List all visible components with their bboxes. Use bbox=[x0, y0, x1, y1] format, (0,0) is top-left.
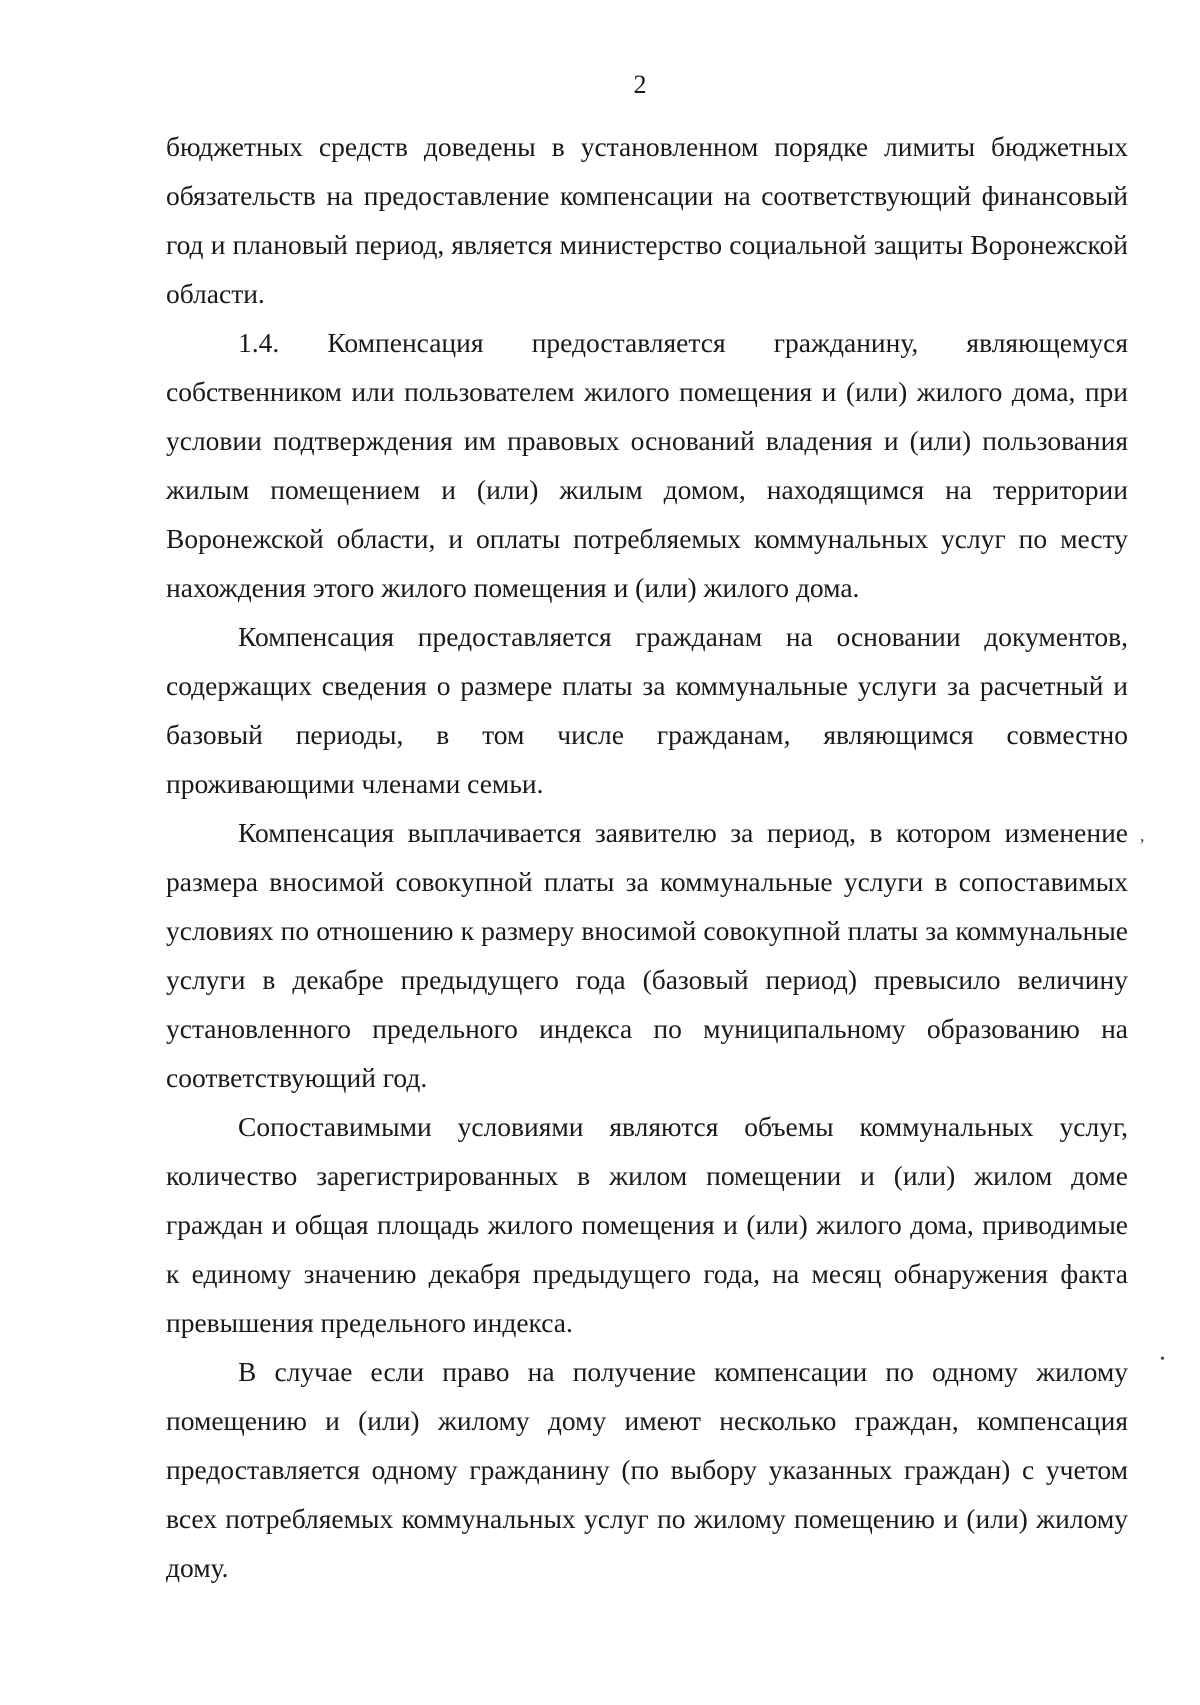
paragraph-budget-obligations: бюджетных средств доведены в установленном порядке лимиты бюджетных обязательств на предоставление компенсации на соответствующий финансовый год и плановый период, является министерство социальной защиты Воронежской области. bbox=[166, 131, 1128, 309]
paragraph-1-4-compensation: 1.4. Компенсация предоставляется гражданину, являющемуся собственником или пользователем жилого помещения и (или) жилого дома, при условии подтверждения им правовых оснований владения и (или) пользования жилым помещением и (или) жилым домом, находящимся на территории Воронежской области, и оплаты потребляемых коммунальных услуг по месту нахождения этого жилого помещения и (или) жилого дома. bbox=[166, 327, 1128, 603]
paragraph-comparable-conditions: Сопоставимыми условиями являются объемы коммунальных услуг, количество зарегистрированных в жилом помещении и (или) жилом доме граждан и общая площадь жилого помещения и (или) жилого дома, приводимые к единому значению декабря предыдущего года, на месяц обнаружения факта превышения предельного индекса. bbox=[166, 1111, 1128, 1338]
paragraph-payment-period: Компенсация выплачивается заявителю за период, в котором изменение размера вносимой совокупной платы за коммунальные услуги в сопоставимых условиях по отношению к размеру вносимой совокупной платы за коммунальные услуги в декабре предыдущего года (базовый период) превысило величину установленного предельного индекса по муниципальному образованию на соответствующий год. bbox=[166, 817, 1128, 1093]
scan-dot: • bbox=[1160, 1352, 1165, 1367]
document-body bbox=[166, 122, 1128, 1592]
scan-mark: , bbox=[1140, 825, 1145, 845]
page-number: 2 bbox=[633, 70, 647, 99]
paragraph-multiple-citizens: В случае если право на получение компенсации по одному жилому помещению и (или) жилому дому имеют несколько граждан, компенсация предоставляется одному гражданину (по выбору указанных граждан) с учетом всех потребляемых коммунальных услуг по жилому помещению и (или) жилому дому. bbox=[166, 1356, 1128, 1583]
paragraph-documents: Компенсация предоставляется гражданам на основании документов, содержащих сведения о размере платы за коммунальные услуги за расчетный и базовый периоды, в том числе гражданам, являющимся совместно проживающими членами семьи. bbox=[166, 621, 1128, 799]
